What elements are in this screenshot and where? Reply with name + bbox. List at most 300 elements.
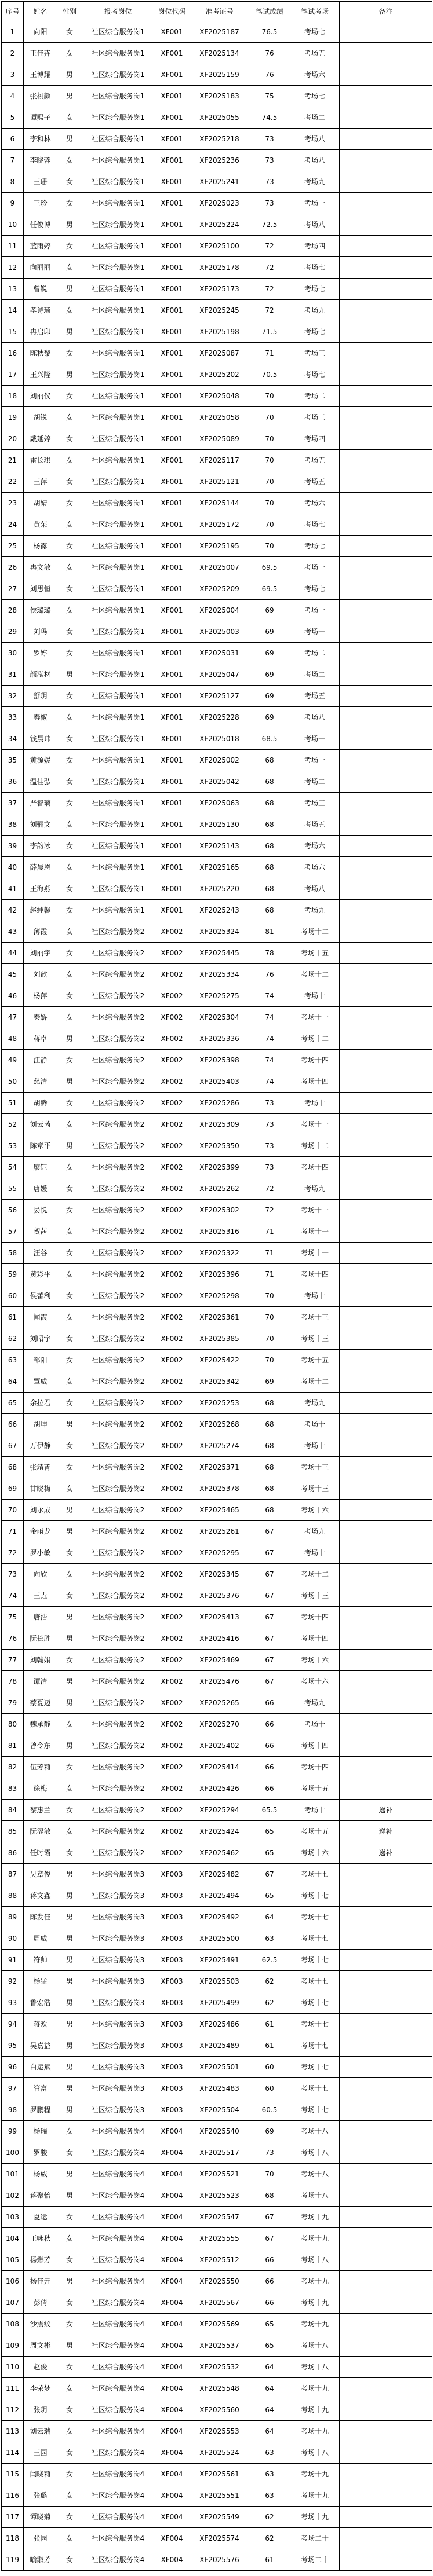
cell-position: 社区综合服务岗1 (82, 471, 154, 493)
cell-exam-room: 考场十一 (290, 1221, 340, 1243)
cell-position-code: XF003 (154, 1907, 190, 1928)
cell-score: 60 (249, 2078, 290, 2099)
cell-position-code: XF002 (154, 1007, 190, 1028)
cell-ticket-no: XF2025426 (190, 1778, 249, 1800)
cell-remark (340, 1671, 432, 1692)
cell-score: 65 (249, 2314, 290, 2335)
cell-gender: 女 (57, 428, 82, 450)
cell-name: 伍芳莉 (24, 1757, 57, 1778)
cell-score: 72 (249, 279, 290, 300)
cell-position: 社区综合服务岗2 (82, 1007, 154, 1028)
cell-gender: 女 (57, 1564, 82, 1585)
table-row (2, 686, 432, 707)
cell-remark (340, 2249, 432, 2271)
cell-exam-room: 考场十六 (290, 1650, 340, 1671)
cell-seq: 81 (2, 1735, 24, 1757)
cell-score: 69 (249, 2121, 290, 2142)
cell-name: 闻霞 (24, 1307, 57, 1328)
cell-gender: 女 (57, 21, 82, 43)
table-row (2, 364, 432, 386)
cell-position-code: XF001 (154, 407, 190, 428)
cell-gender: 男 (57, 1607, 82, 1628)
cell-remark (340, 1607, 432, 1628)
cell-seq: 61 (2, 1307, 24, 1328)
cell-name: 甘晓梅 (24, 1478, 57, 1500)
cell-position-code: XF004 (154, 2292, 190, 2314)
cell-position-code: XF001 (154, 728, 190, 750)
cell-position-code: XF002 (154, 1178, 190, 1200)
cell-position: 社区综合服务岗2 (82, 943, 154, 964)
cell-ticket-no: XF2025524 (190, 2442, 249, 2464)
cell-name: 王海燕 (24, 878, 57, 900)
cell-position: 社区综合服务岗4 (82, 2164, 154, 2185)
cell-exam-room: 考场九 (290, 1692, 340, 1714)
table-row (2, 707, 432, 728)
cell-gender: 女 (57, 1585, 82, 1607)
cell-remark (340, 21, 432, 43)
cell-gender: 女 (57, 2442, 82, 2464)
cell-seq: 53 (2, 1135, 24, 1157)
table-row (2, 493, 432, 514)
cell-exam-room: 考场十八 (290, 2121, 340, 2142)
cell-position-code: XF003 (154, 2078, 190, 2099)
cell-ticket-no: XF2025469 (190, 1650, 249, 1671)
cell-exam-room: 考场一 (290, 728, 340, 750)
cell-score: 70.5 (249, 364, 290, 386)
cell-position: 社区综合服务岗2 (82, 1692, 154, 1714)
cell-name: 徐梅 (24, 1778, 57, 1800)
cell-ticket-no: XF2025286 (190, 1093, 249, 1114)
cell-position-code: XF001 (154, 750, 190, 771)
cell-ticket-no: XF2025561 (190, 2464, 249, 2485)
cell-name: 赵纯馨 (24, 900, 57, 921)
cell-ticket-no: XF2025309 (190, 1114, 249, 1135)
cell-seq: 43 (2, 921, 24, 943)
cell-score: 68 (249, 1414, 290, 1435)
cell-ticket-no: XF2025334 (190, 964, 249, 985)
table-row (2, 129, 432, 150)
cell-position-code: XF001 (154, 471, 190, 493)
cell-score: 67 (249, 1585, 290, 1607)
cell-name: 李韵冰 (24, 836, 57, 857)
cell-seq: 56 (2, 1200, 24, 1221)
cell-seq: 76 (2, 1628, 24, 1650)
cell-score: 73 (249, 1135, 290, 1157)
cell-ticket-no: XF2025549 (190, 2507, 249, 2528)
table-row (2, 964, 432, 985)
cell-position-code: XF004 (154, 2507, 190, 2528)
cell-exam-room: 考场十八 (290, 2442, 340, 2464)
cell-gender: 女 (57, 514, 82, 536)
cell-position: 社区综合服务岗2 (82, 1328, 154, 1350)
cell-position: 社区综合服务岗2 (82, 1585, 154, 1607)
cell-position: 社区综合服务岗2 (82, 1178, 154, 1200)
cell-gender: 男 (57, 2099, 82, 2121)
cell-position: 社区综合服务岗2 (82, 1414, 154, 1435)
table-row (2, 2228, 432, 2249)
cell-gender: 女 (57, 728, 82, 750)
cell-seq: 59 (2, 1264, 24, 1285)
cell-seq: 96 (2, 2057, 24, 2078)
cell-ticket-no: XF2025220 (190, 878, 249, 900)
cell-name: 黎惠兰 (24, 1800, 57, 1821)
cell-exam-room: 考场十九 (290, 2485, 340, 2507)
cell-score: 68 (249, 771, 290, 793)
cell-name: 黄彩平 (24, 1264, 57, 1285)
cell-remark (340, 343, 432, 364)
cell-remark (340, 536, 432, 557)
cell-exam-room: 考场七 (290, 536, 340, 557)
cell-position-code: XF004 (154, 2335, 190, 2357)
cell-name: 彭倩 (24, 2292, 57, 2314)
cell-score: 67 (249, 1521, 290, 1542)
cell-remark (340, 728, 432, 750)
cell-seq: 11 (2, 236, 24, 257)
table-row (2, 407, 432, 428)
cell-position-code: XF004 (154, 2549, 190, 2571)
cell-seq: 31 (2, 664, 24, 686)
cell-score: 62 (249, 1971, 290, 1992)
cell-gender: 女 (57, 900, 82, 921)
cell-score: 75 (249, 86, 290, 107)
cell-position: 社区综合服务岗2 (82, 1564, 154, 1585)
cell-score: 73 (249, 129, 290, 150)
cell-remark (340, 921, 432, 943)
cell-seq: 46 (2, 985, 24, 1007)
cell-position: 社区综合服务岗3 (82, 1864, 154, 1885)
cell-gender: 女 (57, 600, 82, 621)
cell-gender: 女 (57, 407, 82, 428)
cell-ticket-no: XF2025262 (190, 1178, 249, 1200)
cell-score: 67 (249, 1542, 290, 1564)
cell-score: 70 (249, 514, 290, 536)
cell-gender: 女 (57, 1157, 82, 1178)
cell-exam-room: 考场七 (290, 86, 340, 107)
cell-remark (340, 600, 432, 621)
cell-score: 66 (249, 1757, 290, 1778)
cell-score: 67 (249, 1671, 290, 1692)
cell-name: 刘骊文 (24, 814, 57, 836)
cell-position-code: XF003 (154, 1950, 190, 1971)
cell-name: 向阳 (24, 21, 57, 43)
cell-name: 向欣 (24, 1564, 57, 1585)
table-row (2, 536, 432, 557)
table-row (2, 2035, 432, 2057)
cell-score: 65 (249, 2335, 290, 2357)
cell-seq: 38 (2, 814, 24, 836)
cell-position-code: XF002 (154, 1628, 190, 1650)
cell-name: 向丽丽 (24, 257, 57, 279)
cell-name: 曾锐 (24, 279, 57, 300)
cell-ticket-no: XF2025537 (190, 2335, 249, 2357)
table-row (2, 1650, 432, 1671)
cell-gender: 女 (57, 2421, 82, 2442)
cell-gender: 男 (57, 1628, 82, 1650)
cell-score: 67 (249, 2228, 290, 2249)
cell-remark (340, 1885, 432, 1907)
table-row (2, 2357, 432, 2378)
cell-remark (340, 771, 432, 793)
cell-remark (340, 300, 432, 321)
cell-position: 社区综合服务岗1 (82, 64, 154, 86)
cell-position: 社区综合服务岗3 (82, 2099, 154, 2121)
cell-gender: 女 (57, 1178, 82, 1200)
table-row (2, 1178, 432, 1200)
cell-exam-room: 考场一 (290, 193, 340, 214)
cell-exam-room: 考场十八 (290, 2164, 340, 2185)
cell-gender: 男 (57, 2014, 82, 2035)
cell-ticket-no: XF2025416 (190, 1628, 249, 1650)
table-row (2, 1328, 432, 1350)
cell-remark (340, 2271, 432, 2292)
cell-position-code: XF003 (154, 2035, 190, 2057)
cell-exam-room: 考场二 (290, 386, 340, 407)
cell-seq: 54 (2, 1157, 24, 1178)
cell-score: 64 (249, 2357, 290, 2378)
cell-position-code: XF002 (154, 921, 190, 943)
table-row (2, 664, 432, 686)
table-row (2, 771, 432, 793)
cell-position: 社区综合服务岗1 (82, 257, 154, 279)
cell-score: 68 (249, 1435, 290, 1457)
cell-remark (340, 1028, 432, 1050)
cell-score: 68 (249, 900, 290, 921)
cell-name: 王园 (24, 2442, 57, 2464)
cell-position: 社区综合服务岗4 (82, 2485, 154, 2507)
cell-name: 杨萍 (24, 985, 57, 1007)
cell-seq: 21 (2, 450, 24, 471)
cell-gender: 女 (57, 193, 82, 214)
cell-score: 60.5 (249, 2099, 290, 2121)
cell-remark (340, 321, 432, 343)
cell-position: 社区综合服务岗4 (82, 2528, 154, 2549)
cell-seq: 9 (2, 193, 24, 214)
cell-position-code: XF004 (154, 2185, 190, 2207)
cell-exam-room: 考场十二 (290, 1371, 340, 1393)
cell-exam-room: 考场十七 (290, 1885, 340, 1907)
cell-remark (340, 214, 432, 236)
cell-score: 69 (249, 707, 290, 728)
cell-name: 胡锐 (24, 407, 57, 428)
cell-position-code: XF002 (154, 1371, 190, 1393)
cell-position-code: XF001 (154, 386, 190, 407)
table-row (2, 1564, 432, 1585)
cell-seq: 39 (2, 836, 24, 857)
cell-score: 70 (249, 471, 290, 493)
table-row (2, 21, 432, 43)
cell-position-code: XF004 (154, 2399, 190, 2421)
table-row (2, 728, 432, 750)
cell-position-code: XF002 (154, 1692, 190, 1714)
cell-position-code: XF001 (154, 279, 190, 300)
table-row (2, 1992, 432, 2014)
cell-position-code: XF001 (154, 857, 190, 878)
cell-seq: 92 (2, 1971, 24, 1992)
cell-seq: 87 (2, 1864, 24, 1885)
cell-seq: 101 (2, 2164, 24, 2185)
cell-position: 社区综合服务岗2 (82, 1264, 154, 1285)
table-row (2, 2335, 432, 2357)
cell-gender: 女 (57, 2528, 82, 2549)
cell-score: 69 (249, 664, 290, 686)
cell-exam-room: 考场十四 (290, 1071, 340, 1093)
cell-seq: 99 (2, 2121, 24, 2142)
cell-exam-room: 考场十四 (290, 1264, 340, 1285)
table-row (2, 600, 432, 621)
cell-seq: 103 (2, 2207, 24, 2228)
cell-name: 蒋卓 (24, 1028, 57, 1050)
cell-gender: 女 (57, 621, 82, 643)
cell-remark (340, 1585, 432, 1607)
cell-seq: 94 (2, 2014, 24, 2035)
cell-seq: 80 (2, 1714, 24, 1735)
cell-ticket-no: XF2025398 (190, 1050, 249, 1071)
cell-remark (340, 1435, 432, 1457)
cell-remark (340, 1221, 432, 1243)
cell-seq: 10 (2, 214, 24, 236)
cell-ticket-no: XF2025243 (190, 900, 249, 921)
cell-score: 68 (249, 2185, 290, 2207)
cell-ticket-no: XF2025503 (190, 1971, 249, 1992)
cell-exam-room: 考场十二 (290, 1135, 340, 1157)
cell-gender: 男 (57, 2185, 82, 2207)
cell-position-code: XF001 (154, 493, 190, 514)
cell-position: 社区综合服务岗2 (82, 1842, 154, 1864)
cell-name: 李和林 (24, 129, 57, 150)
cell-gender: 女 (57, 1050, 82, 1071)
cell-position: 社区综合服务岗1 (82, 493, 154, 514)
cell-seq: 29 (2, 621, 24, 643)
table-row (2, 900, 432, 921)
cell-gender: 男 (57, 321, 82, 343)
cell-name: 黄源媛 (24, 750, 57, 771)
table-row (2, 2378, 432, 2399)
cell-gender: 女 (57, 857, 82, 878)
cell-seq: 55 (2, 1178, 24, 1200)
cell-seq: 33 (2, 707, 24, 728)
cell-gender: 女 (57, 1757, 82, 1778)
cell-position-code: XF002 (154, 1243, 190, 1264)
cell-exam-room: 考场十八 (290, 2357, 340, 2378)
table-row (2, 2442, 432, 2464)
cell-position-code: XF002 (154, 1414, 190, 1435)
cell-name: 张玥 (24, 2399, 57, 2421)
cell-score: 65.5 (249, 1800, 290, 1821)
cell-gender: 女 (57, 1542, 82, 1564)
cell-seq: 28 (2, 600, 24, 621)
cell-position: 社区综合服务岗1 (82, 428, 154, 450)
cell-position: 社区综合服务岗2 (82, 1200, 154, 1221)
cell-position: 社区综合服务岗2 (82, 1135, 154, 1157)
table-row (2, 1671, 432, 1692)
cell-score: 67 (249, 1650, 290, 1671)
cell-exam-room: 考场十六 (290, 1500, 340, 1521)
cell-remark (340, 793, 432, 814)
cell-ticket-no: XF2025402 (190, 1735, 249, 1757)
cell-position-code: XF002 (154, 1307, 190, 1328)
cell-gender: 女 (57, 386, 82, 407)
cell-position: 社区综合服务岗2 (82, 1393, 154, 1414)
table-row (2, 1885, 432, 1907)
cell-position-code: XF001 (154, 321, 190, 343)
cell-remark (340, 1864, 432, 1885)
cell-position-code: XF004 (154, 2485, 190, 2507)
cell-exam-room: 考场八 (290, 214, 340, 236)
cell-gender: 女 (57, 2207, 82, 2228)
cell-ticket-no: XF2025501 (190, 2057, 249, 2078)
cell-remark (340, 1243, 432, 1264)
cell-position-code: XF001 (154, 171, 190, 193)
cell-score: 70 (249, 1285, 290, 1307)
cell-gender: 男 (57, 1885, 82, 1907)
cell-exam-room: 考场一 (290, 750, 340, 771)
table-row (2, 1907, 432, 1928)
cell-exam-room: 考场十四 (290, 1607, 340, 1628)
cell-seq: 89 (2, 1907, 24, 1928)
cell-position-code: XF002 (154, 1328, 190, 1350)
cell-name: 谭熙子 (24, 107, 57, 129)
cell-position: 社区综合服务岗3 (82, 2014, 154, 2035)
cell-exam-room: 考场十 (290, 1542, 340, 1564)
cell-name: 罗小敏 (24, 1542, 57, 1564)
table-row (2, 793, 432, 814)
cell-name: 严智璃 (24, 793, 57, 814)
cell-gender: 女 (57, 1264, 82, 1285)
cell-seq: 15 (2, 321, 24, 343)
cell-name: 张靖菁 (24, 1457, 57, 1478)
cell-remark (340, 407, 432, 428)
cell-remark: 递补 (340, 1842, 432, 1864)
cell-name: 王垚 (24, 1585, 57, 1607)
cell-ticket-no: XF2025491 (190, 1950, 249, 1971)
cell-score: 65 (249, 1842, 290, 1864)
cell-position: 社区综合服务岗1 (82, 814, 154, 836)
table-row (2, 1350, 432, 1371)
cell-ticket-no: XF2025540 (190, 2121, 249, 2142)
cell-remark (340, 1907, 432, 1928)
cell-position: 社区综合服务岗1 (82, 129, 154, 150)
cell-remark (340, 2421, 432, 2442)
cell-seq: 17 (2, 364, 24, 386)
cell-position: 社区综合服务岗2 (82, 1071, 154, 1093)
cell-remark (340, 1393, 432, 1414)
cell-ticket-no: XF2025345 (190, 1564, 249, 1585)
cell-exam-room: 考场十四 (290, 1735, 340, 1757)
cell-remark (340, 814, 432, 836)
cell-remark (340, 2485, 432, 2507)
cell-position-code: XF001 (154, 450, 190, 471)
cell-position: 社区综合服务岗1 (82, 236, 154, 257)
table-row (2, 1264, 432, 1285)
cell-gender: 男 (57, 2078, 82, 2099)
cell-name: 钱晨玮 (24, 728, 57, 750)
cell-name: 周文彬 (24, 2335, 57, 2357)
cell-score: 67 (249, 2207, 290, 2228)
cell-remark (340, 1371, 432, 1393)
cell-name: 刘思恒 (24, 578, 57, 600)
cell-position: 社区综合服务岗4 (82, 2549, 154, 2571)
cell-ticket-no: XF2025504 (190, 2099, 249, 2121)
cell-remark (340, 2442, 432, 2464)
cell-ticket-no: XF2025130 (190, 814, 249, 836)
cell-position: 社区综合服务岗1 (82, 836, 154, 857)
cell-remark (340, 257, 432, 279)
cell-position-code: XF002 (154, 1671, 190, 1692)
cell-ticket-no: XF2025253 (190, 1393, 249, 1414)
cell-remark (340, 86, 432, 107)
cell-exam-room: 考场七 (290, 364, 340, 386)
cell-ticket-no: XF2025228 (190, 707, 249, 728)
